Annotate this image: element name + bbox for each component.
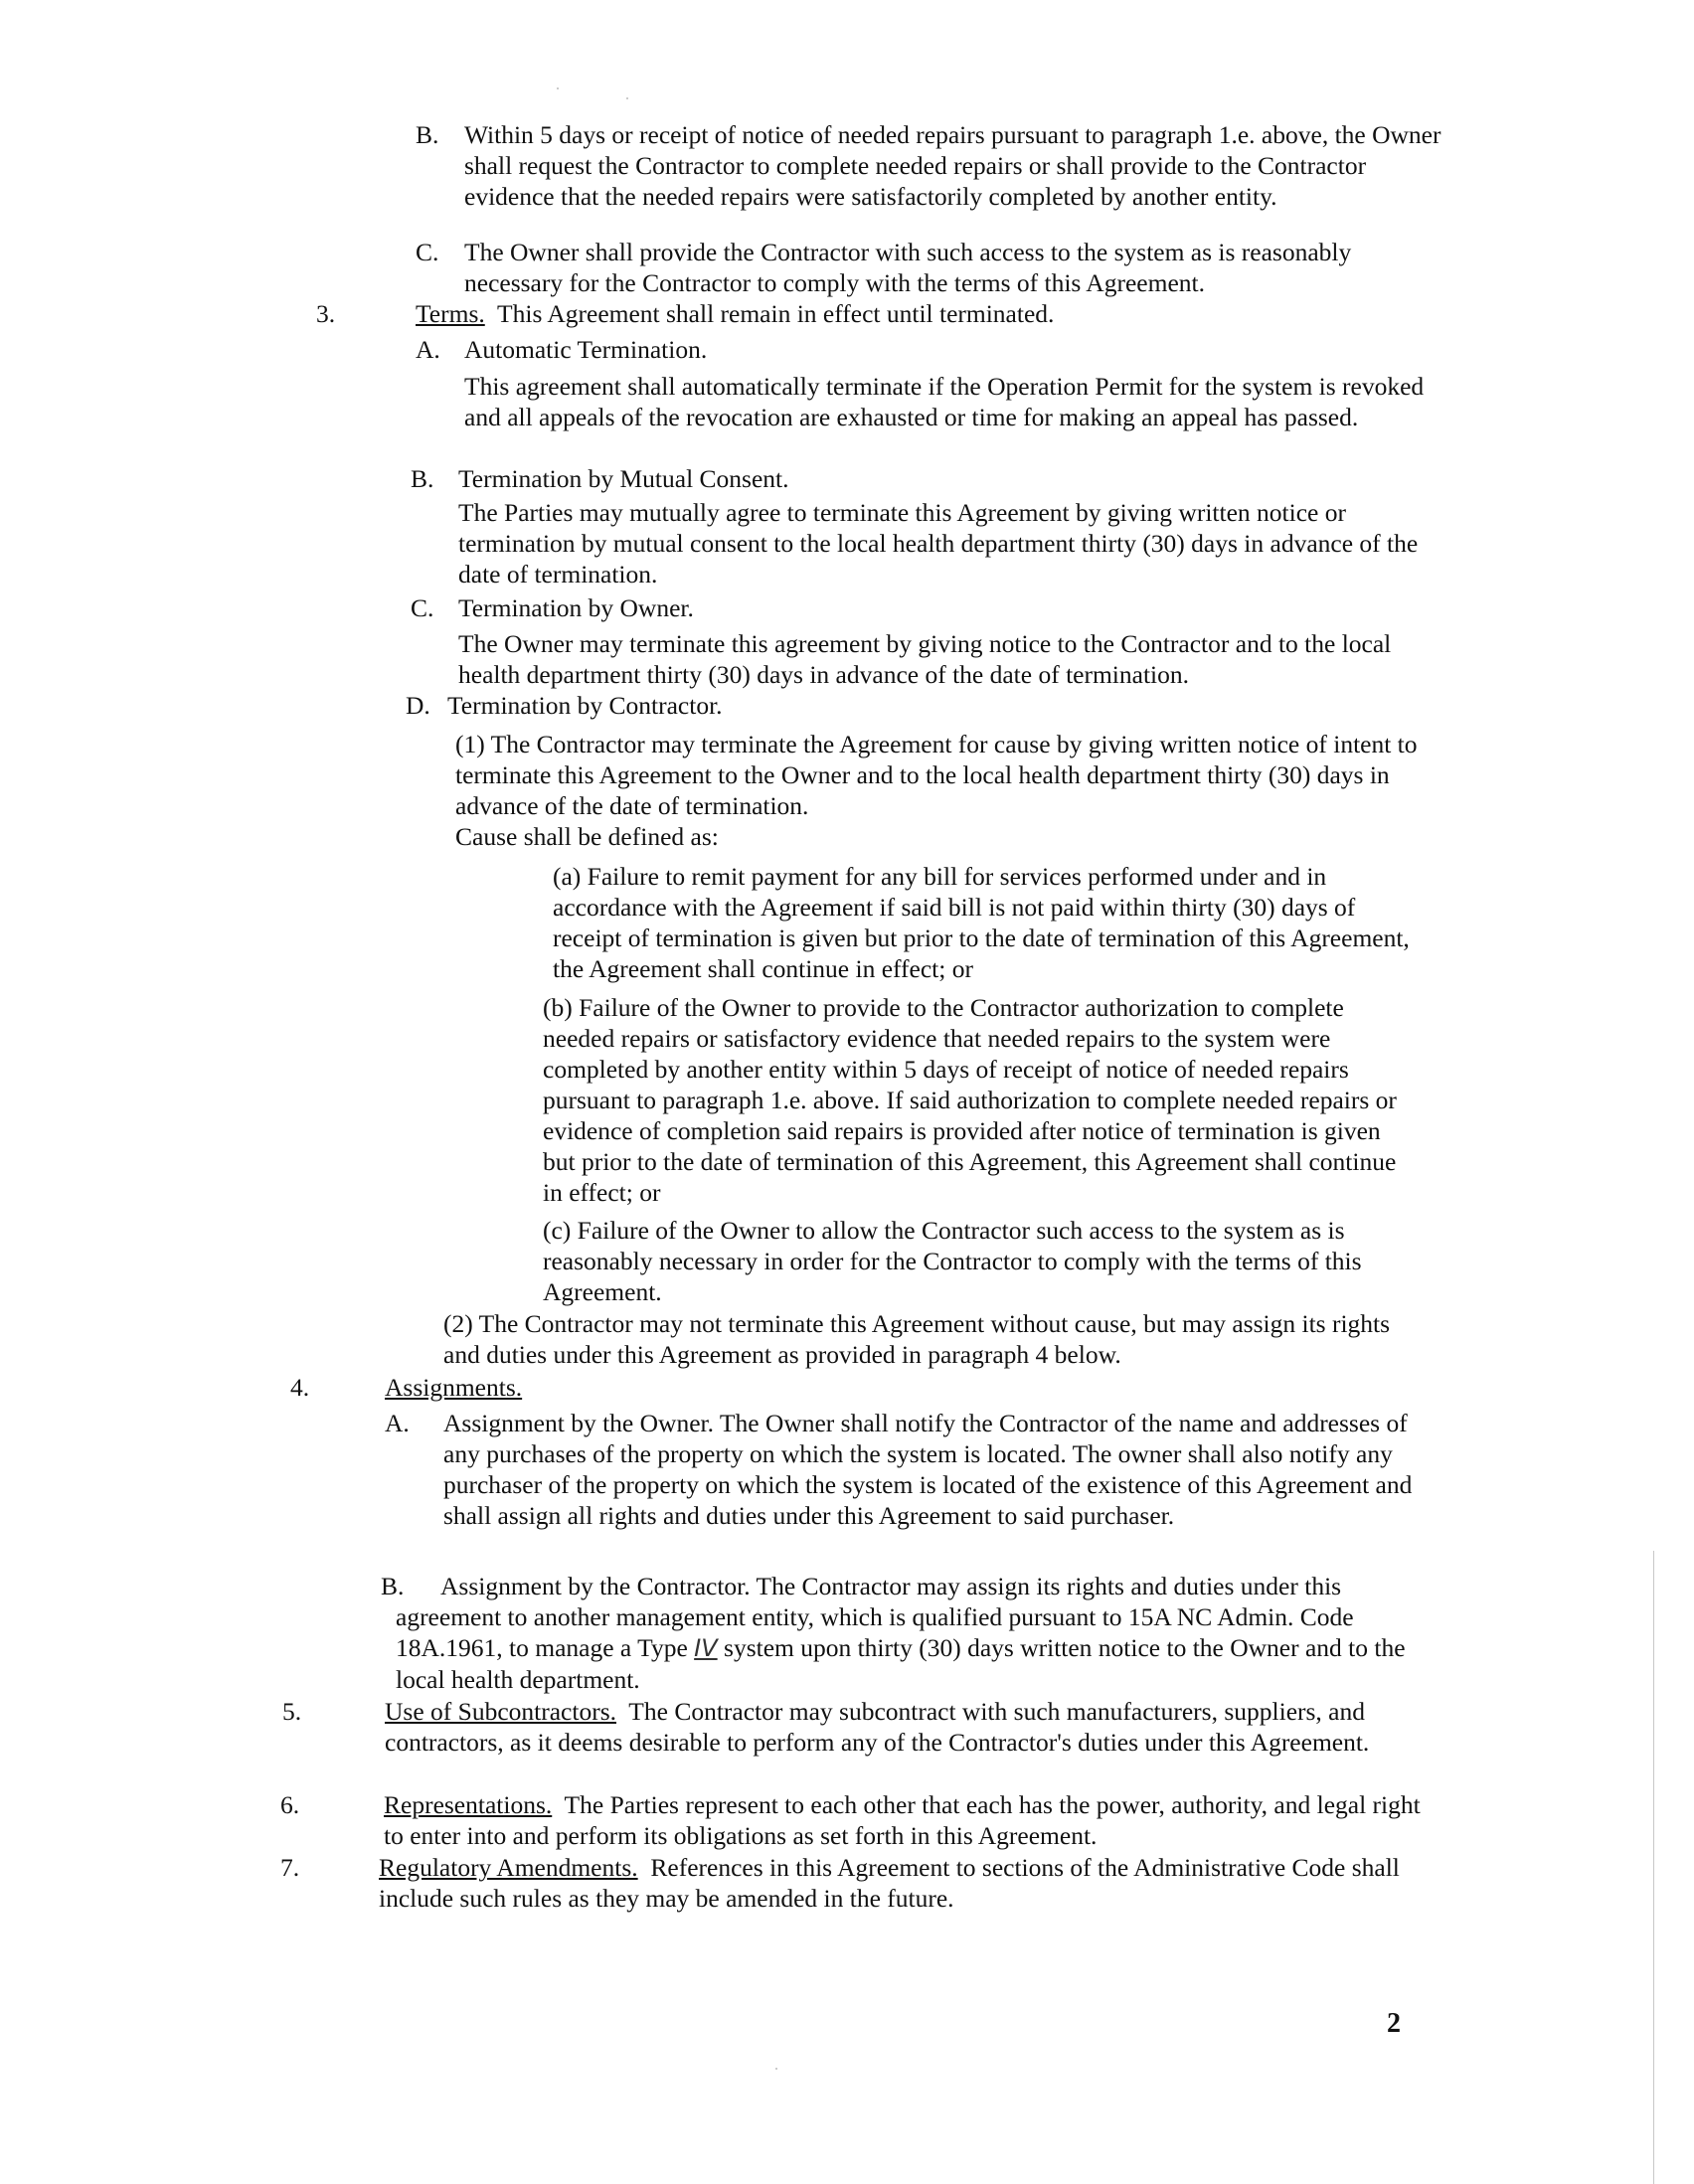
section-7 bbox=[379, 1852, 1433, 1914]
section-title: Terms. bbox=[416, 299, 485, 328]
item-label: D. bbox=[406, 691, 430, 720]
paragraph-2c: The Owner shall provide the Contractor with such access to the system as is reasonably necessary for the Contractor to comply with the terms of this Agreement. bbox=[464, 238, 1352, 297]
paragraph-3b: The Parties may mutually agree to terminate this Agreement by giving written notice or termination by mutual consent to the local health department thirty (30) days in advance of the date of termination. bbox=[458, 498, 1419, 588]
paragraph-3d-1: (1) The Contractor may terminate the Agreement for cause by giving written notice of intent to terminate this Agreement to the Owner and to the local health department thirty (30) days in advance of the date of termination. bbox=[455, 730, 1418, 820]
section-5 bbox=[385, 1696, 1434, 1758]
heading-mutual-consent: Termination by Mutual Consent. bbox=[458, 464, 789, 493]
paragraph-4b-text-post: system upon thirty (30) days written notice to the Owner and to the local health department. bbox=[396, 1633, 1406, 1694]
section-text: References in this Agreement to sections of the Administrative Code shall include such rules as they may be amended in the future. bbox=[379, 1853, 1400, 1913]
section-number: 3. bbox=[316, 299, 336, 328]
paragraph-2b: Within 5 days or receipt of notice of needed repairs pursuant to paragraph 1.e. above, the Owner shall request the Contractor to complete needed repairs or shall provide to the Contractor evidence that the needed repairs were satisfactorily completed by another entity. bbox=[464, 120, 1441, 211]
paragraph-3c: The Owner may terminate this agreement by giving notice to the Contractor and to the local health department thirty (30) days in advance of the date of termination. bbox=[458, 629, 1392, 689]
paragraph-3d-2: (2) The Contractor may not terminate this Agreement without cause, but may assign its rights and duties under this Agreement as provided in paragraph 4 below. bbox=[443, 1309, 1391, 1369]
paragraph-3a: This agreement shall automatically terminate if the Operation Permit for the system is revoked and all appeals of the revocation are exhausted or time for making an appeal has passed. bbox=[464, 372, 1425, 431]
section-title: Representations. bbox=[384, 1790, 553, 1819]
scan-speck bbox=[557, 87, 559, 89]
section-title: Regulatory Amendments. bbox=[379, 1853, 638, 1882]
item-label: B. bbox=[381, 1572, 405, 1600]
page-number: 2 bbox=[1387, 2008, 1401, 2039]
section-number: 6. bbox=[280, 1790, 300, 1819]
section-number: 4. bbox=[290, 1373, 310, 1402]
section-text: This Agreement shall remain in effect until terminated. bbox=[497, 299, 1055, 328]
cause-b: (b) Failure of the Owner to provide to the Contractor authorization to complete needed repairs or satisfactory evidence that needed repairs to the system were completed by another entity within 5 days of receipt of notice of needed repairs pursuant to paragraph 1.e. above. If said authorization to complete needed repairs or evidence of completion said repairs is provided after notice of termination is given but prior to the date of termination of this Agreement, this Agreement shall continue in effect; or bbox=[543, 993, 1397, 1207]
paragraph-4b-text: Assignment by the Contractor. The Contractor may assign its rights and duties under this agreement to another management entity, which is qualified pursuant to 15A NC Admin. Code 18A.1961, to manage a Type bbox=[396, 1572, 1354, 1662]
item-label: B. bbox=[411, 464, 434, 493]
scan-speck bbox=[775, 2068, 777, 2070]
heading-termination-owner: Termination by Owner. bbox=[458, 593, 694, 622]
section-6 bbox=[384, 1789, 1433, 1851]
item-label: A. bbox=[416, 335, 440, 364]
scan-speck bbox=[626, 97, 628, 99]
handwritten-type: IV bbox=[694, 1634, 718, 1662]
section-title: Use of Subcontractors. bbox=[385, 1697, 616, 1726]
section-3 bbox=[416, 298, 1449, 329]
cause-c: (c) Failure of the Owner to allow the Contractor such access to the system as is reasonably necessary in order for the Contractor to comply with the terms of this Agreement. bbox=[543, 1216, 1362, 1306]
item-label: B. bbox=[416, 120, 439, 149]
section-number: 5. bbox=[282, 1697, 302, 1726]
paragraph-4b bbox=[396, 1571, 1435, 1695]
cause-a: (a) Failure to remit payment for any bill for services performed under and in accordance with the Agreement if said bill is not paid within thirty (30) days of receipt of termination is given but prior to the date of termination of this Agreement, the Agreement shall continue in effect; or bbox=[553, 862, 1410, 983]
heading-automatic-termination: Automatic Termination. bbox=[464, 335, 708, 364]
section-title: Assignments. bbox=[385, 1373, 523, 1402]
paragraph-4a: Assignment by the Owner. The Owner shall notify the Contractor of the name and addresses of any purchases of the property on which the system is located. The owner shall also notify any purchaser of the property on which the system is located of the existence of this Agreement and shall assign all rights and duties under this Agreement to said purchaser. bbox=[443, 1409, 1413, 1530]
item-label: C. bbox=[416, 238, 439, 266]
section-text: The Parties represent to each other that each has the power, authority, and legal right to enter into and perform its obligations as set forth in this Agreement. bbox=[384, 1790, 1421, 1850]
heading-termination-contractor: Termination by Contractor. bbox=[447, 691, 723, 720]
section-number: 7. bbox=[280, 1853, 300, 1882]
item-label: C. bbox=[411, 593, 434, 622]
item-label: A. bbox=[385, 1409, 410, 1437]
section-4 bbox=[385, 1372, 1429, 1403]
cause-intro: Cause shall be defined as: bbox=[455, 822, 719, 851]
section-text: The Contractor may subcontract with such manufacturers, suppliers, and contractors, as it deems desirable to perform any of the Contractor's duties under this Agreement. bbox=[385, 1697, 1370, 1757]
scan-edge-line bbox=[1653, 1551, 1654, 2184]
